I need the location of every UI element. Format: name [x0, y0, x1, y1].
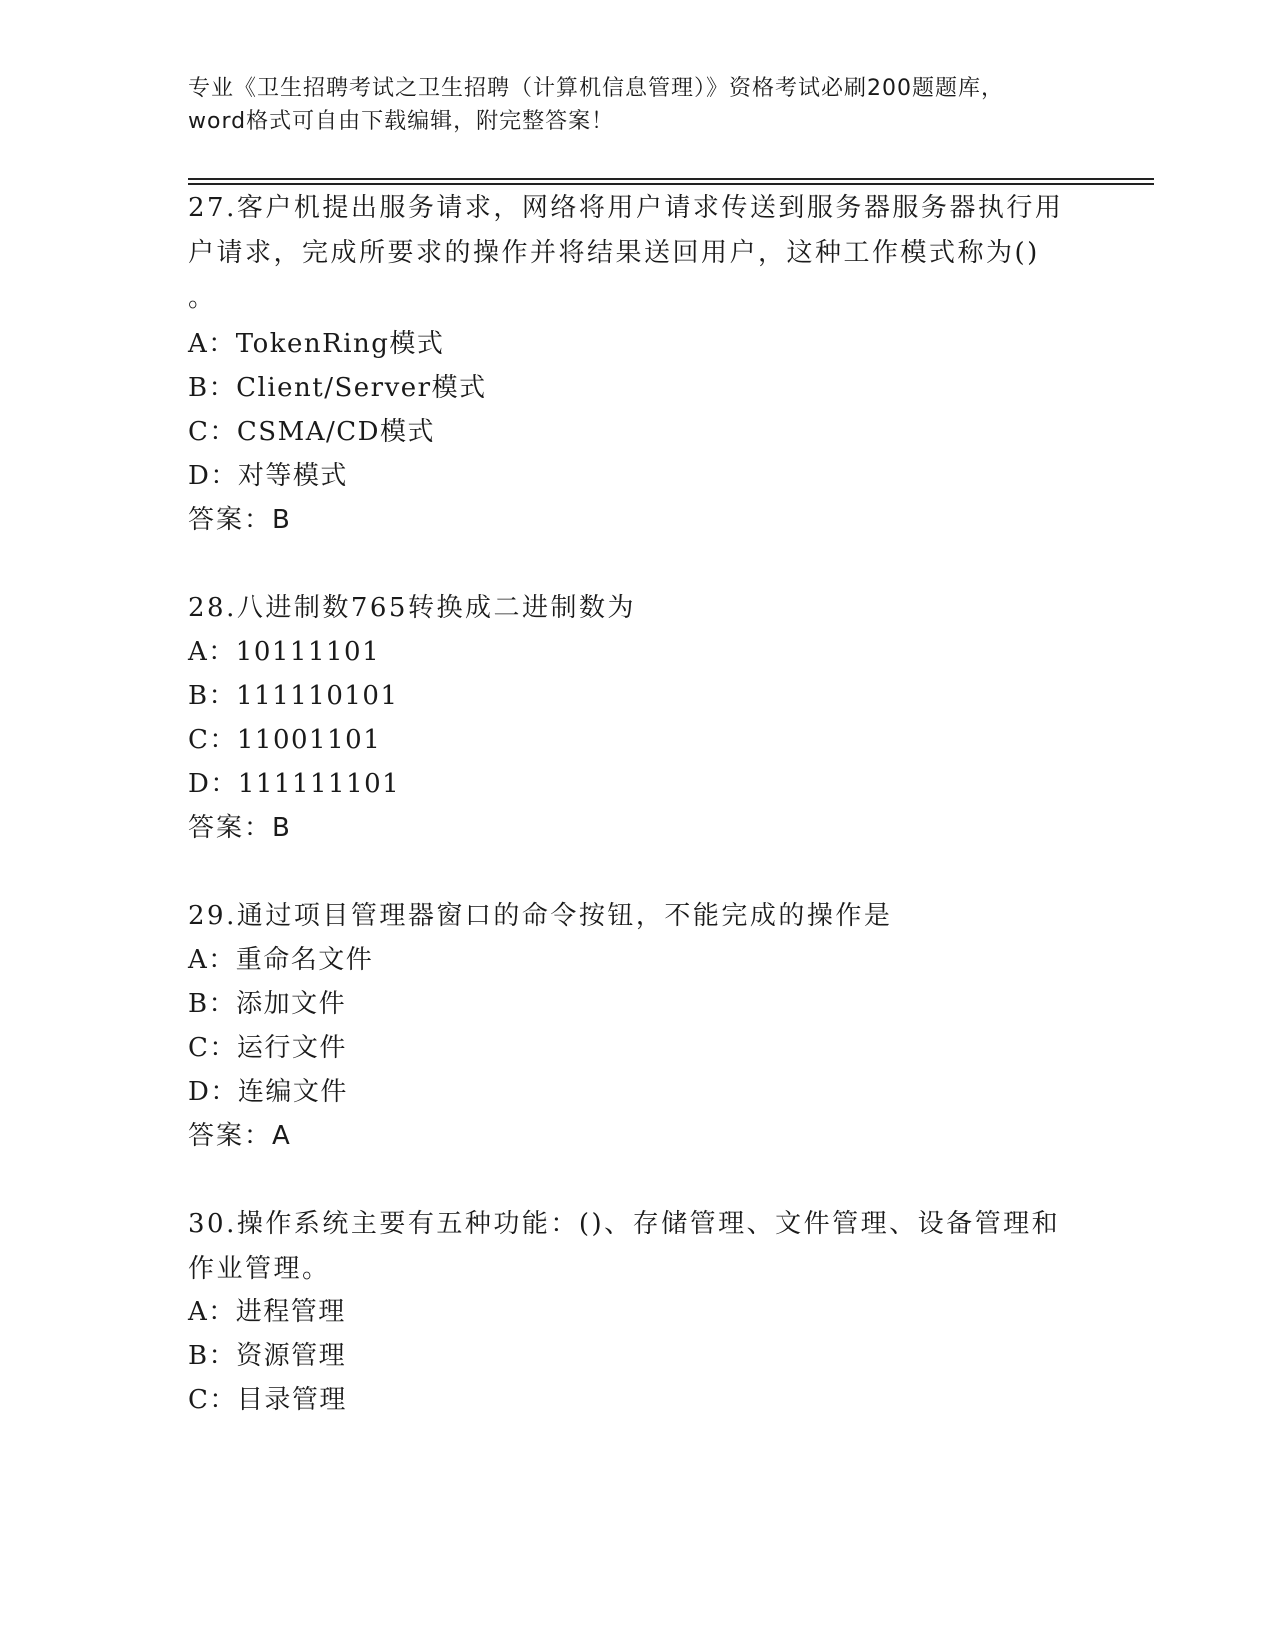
question-28-option-b: B：111110101 [188, 681, 399, 711]
question-28-option-c: C：11001101 [188, 725, 382, 755]
question-29-option-b: B：添加文件 [188, 989, 347, 1019]
question-text-line: 。 [188, 283, 217, 313]
question-28-option-a: A：10111101 [188, 637, 381, 667]
question-30-option-b: B：资源管理 [188, 1341, 347, 1371]
question-text-line: 户请求，完成所要求的操作并将结果送回用户，这种工作模式称为() [188, 238, 1040, 268]
question-29-option-d: D：连编文件 [188, 1077, 348, 1107]
question-27-option-b: B：Client/Server模式 [188, 373, 487, 403]
question-27-option-d: D：对等模式 [188, 461, 348, 491]
question-28-option-d: D：111111101 [188, 769, 401, 799]
question-28-answer: 答案：B [188, 813, 292, 843]
header-divider-top [188, 178, 1154, 180]
question-text-line: 30.操作系统主要有五种功能：()、存储管理、文件管理、设备管理和 [188, 1209, 1061, 1239]
question-text-line: 27.客户机提出服务请求，网络将用户请求传送到服务器服务器执行用 [188, 193, 1064, 223]
header-line-2: word格式可自由下载编辑，附完整答案！ [188, 109, 615, 134]
question-28-text: 28.八进制数765转换成二进制数为 [188, 593, 636, 623]
header-line-1: 专业《卫生招聘考试之卫生招聘（计算机信息管理）》资格考试必刷200题题库， [188, 76, 1004, 101]
question-29-option-c: C：运行文件 [188, 1033, 347, 1063]
question-text-line: 作业管理。 [188, 1254, 331, 1284]
question-27-option-a: A：TokenRing模式 [188, 329, 445, 359]
question-29-option-a: A：重命名文件 [188, 945, 374, 975]
header-divider-bottom [188, 183, 1154, 185]
question-29-answer: 答案：A [188, 1121, 292, 1151]
question-30-option-a: A：进程管理 [188, 1297, 346, 1327]
question-29-text: 29.通过项目管理器窗口的命令按钮，不能完成的操作是 [188, 901, 893, 931]
question-27-text [188, 186, 1088, 321]
question-27-option-c: C：CSMA/CD模式 [188, 417, 435, 447]
question-30-text [188, 1202, 1088, 1292]
question-30-option-c: C：目录管理 [188, 1385, 347, 1415]
document-header [188, 72, 1088, 138]
question-27-answer: 答案：B [188, 505, 292, 535]
